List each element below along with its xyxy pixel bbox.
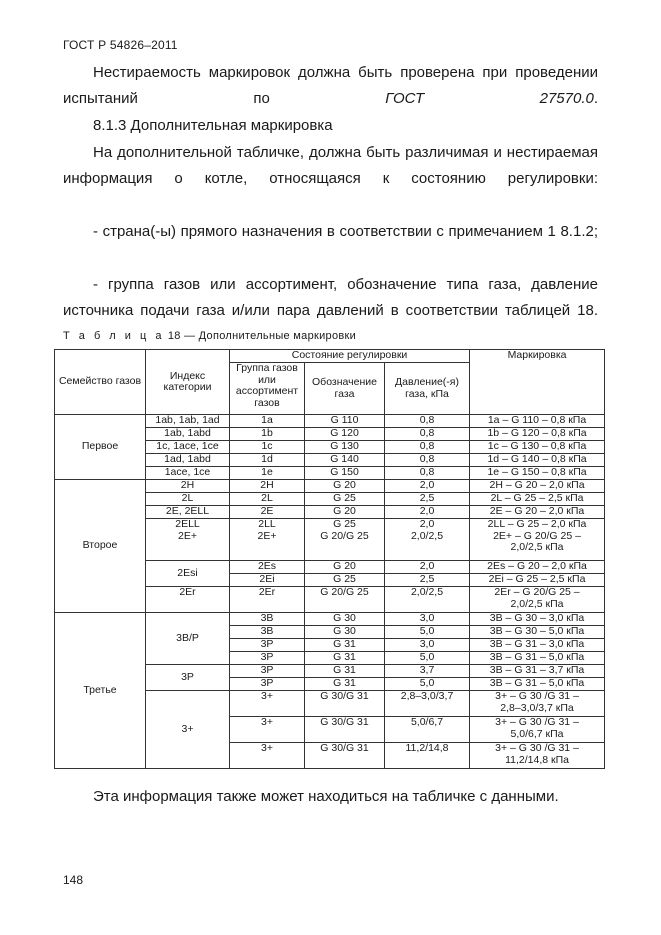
- marking-cell: 3B – G 31 – 5,0 кПа: [470, 678, 605, 691]
- gas-family-cell: Второе: [55, 480, 146, 613]
- table-caption-label: Т а б л и ц а: [63, 330, 165, 342]
- gas-pressure-cell: 2,8–3,0/3,7: [385, 691, 470, 717]
- gas-designation-cell: G 30/G 31: [305, 691, 385, 717]
- marking-cell: 1b – G 120 – 0,8 кПа: [470, 428, 605, 441]
- paragraph-country-item: - страна(-ы) прямого назначения в соответствии с примечанием 1 8.1.2;: [93, 223, 598, 240]
- marking-cell: 3+ – G 30 /G 31 – 2,8–3,0/3,7 кПа: [470, 691, 605, 717]
- gas-group-cell: 2L: [230, 493, 305, 506]
- gas-pressure-cell: 5,0/6,7: [385, 717, 470, 743]
- paragraph-additional-plate: На дополнительной табличке, должна быть различимая и нестираемая информация о котле, относящаяся к состоянию регулировки:: [63, 144, 598, 187]
- category-index-cell: 3+: [146, 691, 230, 769]
- gas-pressure-cell: 0,8: [385, 415, 470, 428]
- marking-cell: 2Es – G 20 – 2,0 кПа: [470, 561, 605, 574]
- gas-group-cell: 3P: [230, 652, 305, 665]
- gas-group-cell: 2E: [230, 506, 305, 519]
- marking-cell: 1d – G 140 – 0,8 кПа: [470, 454, 605, 467]
- category-index-cell: 1c, 1ace, 1ce: [146, 441, 230, 454]
- gas-pressure-cell: 0,8: [385, 428, 470, 441]
- marking-cell: 1e – G 150 – 0,8 кПа: [470, 467, 605, 480]
- category-index-cell: 2L: [146, 493, 230, 506]
- gas-designation-cell: G 31: [305, 652, 385, 665]
- markings-table: [54, 349, 605, 769]
- header-gas-family: Семейство газов: [55, 350, 146, 415]
- table-row: [55, 480, 605, 493]
- standard-reference: ГОСТ 27570.0: [385, 90, 594, 107]
- category-index-cell: 1ace, 1ce: [146, 467, 230, 480]
- gas-designation-cell: G 20/G 25: [305, 587, 385, 613]
- table-row: [55, 350, 605, 363]
- table-caption: [63, 330, 356, 342]
- page-number: 148: [63, 873, 84, 887]
- category-index-cell: 2Er: [146, 587, 230, 613]
- category-index-cell: 2E, 2ELL: [146, 506, 230, 519]
- table-row: [55, 415, 605, 428]
- gas-group-cell: 2Es: [230, 561, 305, 574]
- gas-group-cell: 3+: [230, 717, 305, 743]
- marking-cell: 3B – G 31 – 5,0 кПа: [470, 652, 605, 665]
- header-marking: Маркировка: [470, 350, 605, 415]
- gas-designation-cell: G 140: [305, 454, 385, 467]
- marking-cell: 2Ei – G 25 – 2,5 кПа: [470, 574, 605, 587]
- marking-cell: 3B – G 31 – 3,7 кПа: [470, 665, 605, 678]
- section-heading: 8.1.3 Дополнительная маркировка: [93, 117, 333, 134]
- category-index-cell: 3B/P: [146, 613, 230, 665]
- paragraph-gas-group-item: - группа газов или ассортимент, обозначение типа газа, давление источника подачи газа и/или пара давлений в соответствии таблицей 18.: [63, 276, 598, 319]
- paragraph-indelibility: [63, 60, 598, 112]
- gas-group-cell: 3+: [230, 743, 305, 769]
- gas-group-cell: 2H: [230, 480, 305, 493]
- gas-pressure-cell: 3,7: [385, 665, 470, 678]
- table-row: [55, 613, 605, 626]
- gas-pressure-cell: 2,0: [385, 561, 470, 574]
- gas-group-cell: 3P: [230, 678, 305, 691]
- header-category-index: Индекс категории: [146, 350, 230, 415]
- gas-designation-cell: G 150: [305, 467, 385, 480]
- gas-pressure-cell: 5,0: [385, 626, 470, 639]
- gas-pressure-cell: 5,0: [385, 652, 470, 665]
- gas-pressure-cell: 2,5: [385, 493, 470, 506]
- gas-pressure-cell: 3,0: [385, 639, 470, 652]
- gas-pressure-cell: 0,8: [385, 441, 470, 454]
- marking-cell: 2E – G 20 – 2,0 кПа: [470, 506, 605, 519]
- marking-cell: 2L – G 25 – 2,5 кПа: [470, 493, 605, 506]
- category-index-cell: 1ab, 1abd: [146, 428, 230, 441]
- gas-group-cell: 3P: [230, 639, 305, 652]
- gas-group-cell: 2Er: [230, 587, 305, 613]
- gas-pressure-cell: 2,0: [385, 480, 470, 493]
- category-index-cell: 2ELL 2E+: [146, 519, 230, 561]
- marking-cell: 2Er – G 20/G 25 – 2,0/2,5 кПа: [470, 587, 605, 613]
- gas-designation-cell: G 25: [305, 493, 385, 506]
- paragraph-data-plate: Эта информация также может находиться на табличке с данными.: [93, 788, 559, 805]
- marking-cell: 2LL – G 25 – 2,0 кПа 2E+ – G 20/G 25 – 2,0/2,5 кПа: [470, 519, 605, 561]
- gas-designation-cell: G 31: [305, 639, 385, 652]
- gas-designation-cell: G 20: [305, 480, 385, 493]
- gas-pressure-cell: 2,0 2,0/2,5: [385, 519, 470, 561]
- gas-pressure-cell: 0,8: [385, 467, 470, 480]
- gas-group-cell: 1e: [230, 467, 305, 480]
- gas-group-cell: 1b: [230, 428, 305, 441]
- gas-group-cell: 1c: [230, 441, 305, 454]
- paragraph-end: .: [593, 90, 598, 107]
- gas-designation-cell: G 30/G 31: [305, 717, 385, 743]
- header-gas-group: Группа газов или ассортимент газов: [230, 363, 305, 415]
- gas-pressure-cell: 5,0: [385, 678, 470, 691]
- marking-cell: 1a – G 110 – 0,8 кПа: [470, 415, 605, 428]
- gas-group-cell: 2Ei: [230, 574, 305, 587]
- gas-designation-cell: G 20: [305, 561, 385, 574]
- gas-designation-cell: G 31: [305, 678, 385, 691]
- category-index-cell: 3P: [146, 665, 230, 691]
- gas-group-cell: 3B: [230, 613, 305, 626]
- gas-pressure-cell: 2,5: [385, 574, 470, 587]
- marking-cell: 2H – G 20 – 2,0 кПа: [470, 480, 605, 493]
- category-index-cell: 1ad, 1abd: [146, 454, 230, 467]
- gas-group-cell: 2LL 2E+: [230, 519, 305, 561]
- gas-group-cell: 1a: [230, 415, 305, 428]
- gas-family-cell: Третье: [55, 613, 146, 769]
- category-index-cell: 1ab, 1ab, 1ad: [146, 415, 230, 428]
- category-index-cell: 2H: [146, 480, 230, 493]
- gas-group-cell: 3+: [230, 691, 305, 717]
- gas-group-cell: 1d: [230, 454, 305, 467]
- paragraph-text: Нестираемость маркировок должна быть проверена при проведении испытаний по: [63, 64, 598, 107]
- gas-designation-cell: G 130: [305, 441, 385, 454]
- marking-cell: 3B – G 30 – 5,0 кПа: [470, 626, 605, 639]
- table-caption-text: 18 — Дополнительные маркировки: [164, 330, 357, 342]
- gas-designation-cell: G 30/G 31: [305, 743, 385, 769]
- marking-cell: 3B – G 31 – 3,0 кПа: [470, 639, 605, 652]
- gas-designation-cell: G 120: [305, 428, 385, 441]
- document-header: ГОСТ Р 54826–2011: [63, 38, 178, 52]
- marking-cell: 3B – G 30 – 3,0 кПа: [470, 613, 605, 626]
- gas-designation-cell: G 30: [305, 626, 385, 639]
- gas-designation-cell: G 30: [305, 613, 385, 626]
- header-gas-designation: Обозначение газа: [305, 363, 385, 415]
- gas-pressure-cell: 3,0: [385, 613, 470, 626]
- gas-pressure-cell: 11,2/14,8: [385, 743, 470, 769]
- gas-pressure-cell: 2,0: [385, 506, 470, 519]
- gas-pressure-cell: 2,0/2,5: [385, 587, 470, 613]
- gas-pressure-cell: 0,8: [385, 454, 470, 467]
- marking-cell: 1c – G 130 – 0,8 кПа: [470, 441, 605, 454]
- marking-cell: 3+ – G 30 /G 31 – 5,0/6,7 кПа: [470, 717, 605, 743]
- category-index-cell: 2Esi: [146, 561, 230, 587]
- gas-designation-cell: G 25 G 20/G 25: [305, 519, 385, 561]
- header-gas-pressure: Давление(-я) газа, кПа: [385, 363, 470, 415]
- header-adjustment-state: Состояние регулировки: [230, 350, 470, 363]
- gas-designation-cell: G 31: [305, 665, 385, 678]
- gas-designation-cell: G 110: [305, 415, 385, 428]
- gas-group-cell: 3P: [230, 665, 305, 678]
- gas-designation-cell: G 25: [305, 574, 385, 587]
- gas-family-cell: Первое: [55, 415, 146, 480]
- gas-group-cell: 3B: [230, 626, 305, 639]
- gas-designation-cell: G 20: [305, 506, 385, 519]
- marking-cell: 3+ – G 30 /G 31 – 11,2/14,8 кПа: [470, 743, 605, 769]
